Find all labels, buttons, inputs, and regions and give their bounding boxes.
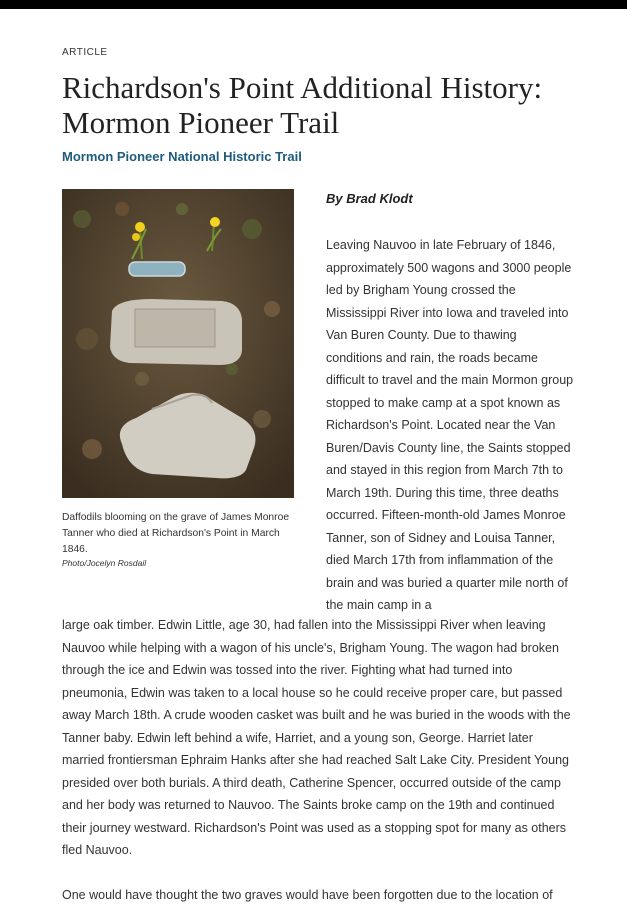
page-title: Richardson's Point Additional History: Mormon Pioneer Trail — [62, 70, 543, 140]
top-bar — [0, 0, 627, 9]
byline: By Brad Klodt — [326, 191, 413, 206]
article-paragraph-full-width: large oak timber. Edwin Little, age 30, had fallen into the Mississippi River when leaving Nauvoo while helping with a wagon of his uncle's, Brigham Young. The wagon had broken through the ice and Edwin was tossed into the river. Fighting what had turned into pneumonia, Edwin was taken to a local house so he could receive proper care, but passed away March 18th. A crude wooden casket was built and he was buried in the woods with the Tanner baby. Edwin left behind a wife, Harriet, and a young son, George. Harriet later married frontiersman Ephraim Hanks after she had reached Salt Lake City. President Young presided over both burials. A third death, Catherine Spencer, occurred outside of the camp and her body was returned to Nauvoo. The Saints broke camp on the 19th and continued their journey westward. Richardson's Point was used as a stopping spot for many as others fled Nauvoo. — [62, 618, 571, 857]
article-type-label: ARTICLE — [62, 47, 108, 58]
caption-text: Daffodils blooming on the grave of James Monroe Tanner who died at Richardson's Point in March 1846. — [62, 512, 290, 555]
subtitle-link[interactable]: Mormon Pioneer National Historic Trail — [62, 149, 302, 164]
article-paragraph-wrapped: Leaving Nauvoo in late February of 1846, approximately 500 wagons and 3000 people led by Brigham Young crossed the Mississippi River into Iowa and traveled into Van Buren County. Due to thawing conditions and rain, the roads became difficult to travel and the main Mormon group stopped to make camp at a spot known as Richardson's Point. Located near the Van Buren/Davis County line, the Saints stopped and stayed in this region from March 7th to March 19th. During this time, three deaths occurred. Fifteen-month-old James Monroe Tanner, son of Sidney and Louisa Tanner, died March 17th from inflammation of the brain and was buried a quarter mile north of the main camp in a — [326, 238, 574, 612]
grave-photo-illustration — [62, 189, 294, 498]
article-paragraph-2: One would have thought the two graves would have been forgotten due to the location of — [62, 888, 553, 902]
grave-photo — [62, 189, 294, 498]
photo-caption — [62, 510, 302, 568]
photo-credit: Photo/Jocelyn Rosdail — [62, 558, 147, 568]
